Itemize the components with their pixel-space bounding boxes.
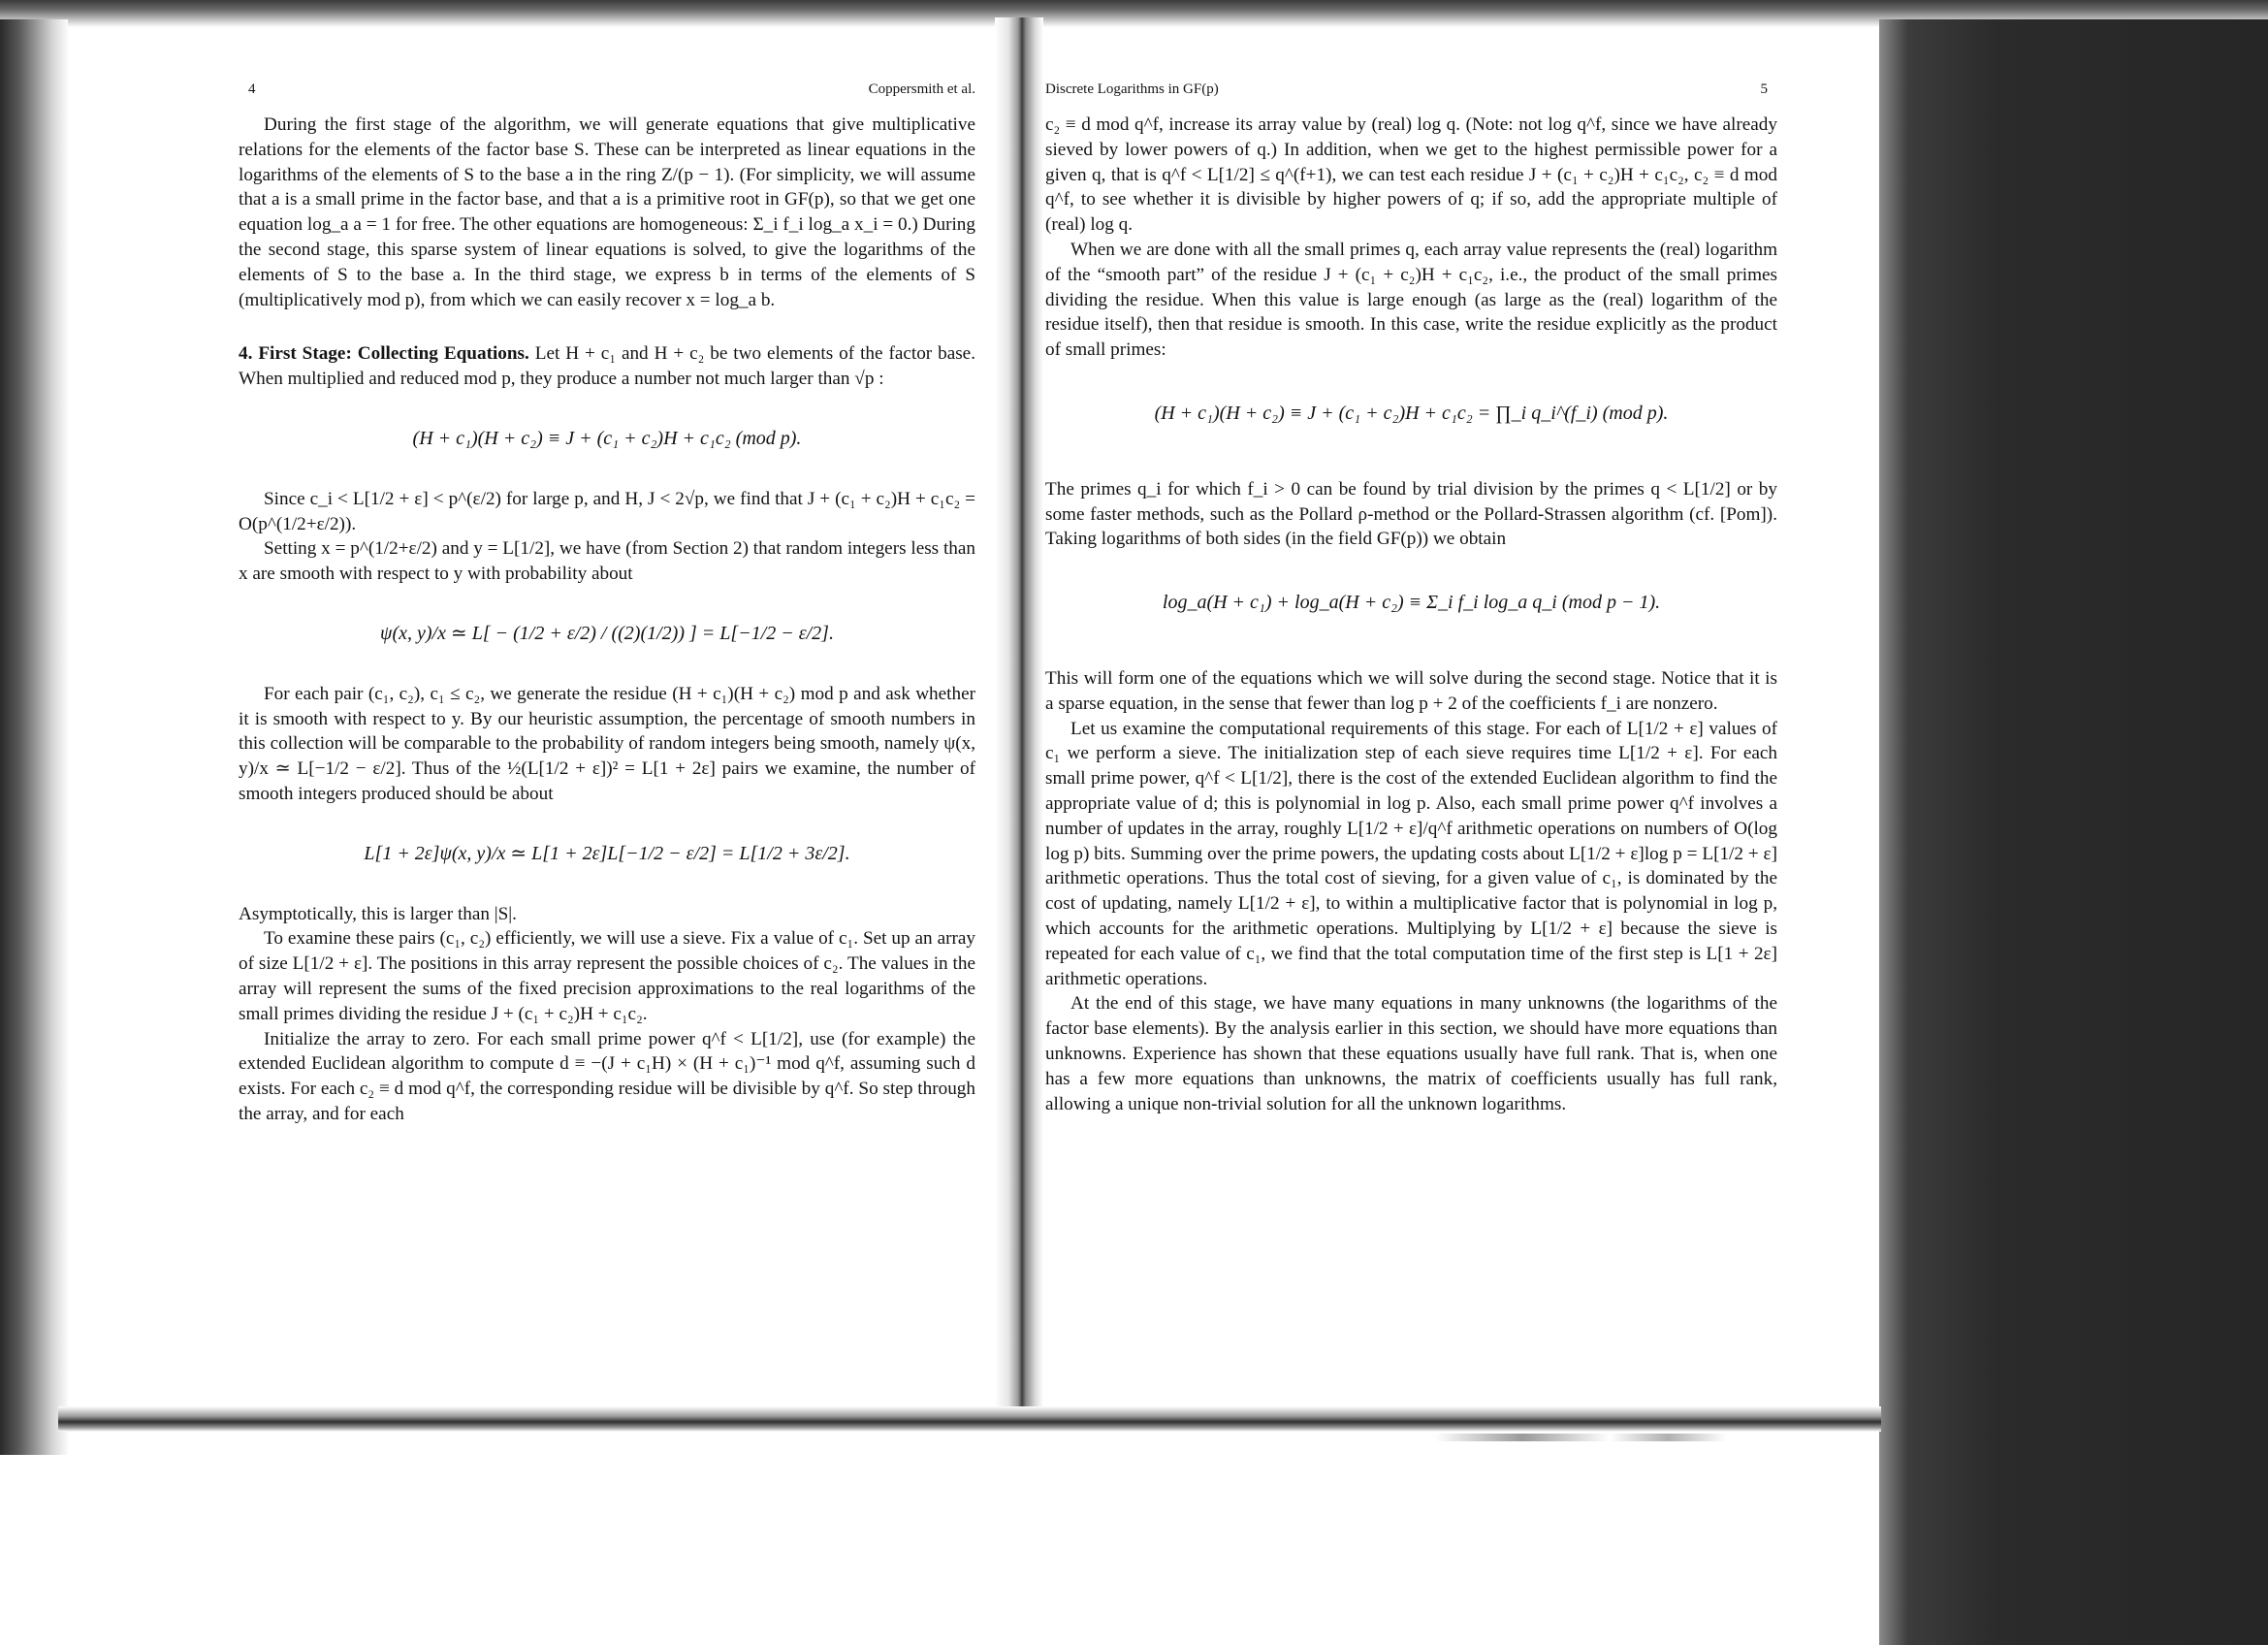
left-equation-1: (H + c₁)(H + c₂) ≡ J + (c₁ + c₂)H + c₁c₂ (mod p). xyxy=(412,427,802,449)
left-equation-2: ψ(x, y)/x ≃ L[ − (1/2 + ε/2) / ((2)(1/2)) ] = L[−1/2 − ε/2]. xyxy=(380,622,834,644)
left-equation-3: L[1 + 2ε]ψ(x, y)/x ≃ L[1 + 2ε]L[−1/2 − ε/2] = L[1/2 + 3ε/2]. xyxy=(364,842,850,864)
left-running-head xyxy=(239,78,975,103)
left-paragraph-5: For each pair (c₁, c₂), c₁ ≤ c₂, we generate the residue (H + c₁)(H + c₂) mod p and ask whether it is smooth with respect to y. By our heuristic assumption, the percentage of smooth numbers in this collection will be comparable to the probability of random integers being smooth, namely ψ(x, y)/x ≃ L[−1/2 − ε/2]. Thus of the ½(L[1/2 + ε])² = L[1 + 2ε] pairs we examine, the number of smooth integers produced should be about xyxy=(239,683,975,804)
left-page xyxy=(239,78,975,1127)
left-paragraph-7: To examine these pairs (c₁, c₂) efficiently, we will use a sieve. Fix a value of c₁. Set up an array of size L[1/2 + ε]. The positions in this array represent the possible choices of c₂. The values in the array will represent the sums of the fixed precision approximations to the real logarithms of the small primes dividing the residue J + (c₁ + c₂)H + c₁c₂. xyxy=(239,928,975,1024)
right-paragraph-2: When we are done with all the small primes q, each array value represents the (real) logarithm of the “smooth part” of the residue J + (c₁ + c₂)H + c₁c₂, i.e., the product of the small primes dividing the residue. When this value is large enough (as large as the (real) logarithm of the residue itself), then that residue is smooth. In this case, write the residue explicitly as the product of small primes: xyxy=(1045,239,1777,361)
right-running-title: Discrete Logarithms in GF(p) xyxy=(1045,81,1219,97)
right-paragraph-5: Let us examine the computational requirements of this stage. For each of L[1/2 + ε] values of c₁ we perform a sieve. The initialization step of each sieve requires time L[1/2 + ε]. For each small prime power, q^f < L[1/2], there is the cost of the extended Euclidean algorithm to find the appropriate value of d; this is polynomial in log p. Also, each small prime power q^f involves a number of updates in the array, roughly L[1/2 + ε]/q^f arithmetic operations on numbers of O(log log p) bits. Summing over the prime powers, the updating costs about L[1/2 + ε]log p = L[1/2 + ε] arithmetic operations. Thus the total cost of sieving, for a given value of c₁, is dominated by the cost of updating, namely L[1/2 + ε], to within a multiplicative factor that is polynomial in log p, which accounts for the arithmetic operations. Multiplying by L[1/2 + ε] because the sieve is repeated for each value of c₁, we find that the total computation time of the first step is L[1 + 2ε] arithmetic operations. xyxy=(1045,718,1777,989)
left-paragraph-1: During the first stage of the algorithm, we will generate equations that give multiplicative relations for the elements of the factor base S. These can be interpreted as linear equations in the logarithms of the elements of S to the base a in the ring Z/(p − 1). (For simplicity, we will assume that a is a small prime in the factor base, and that a is a primitive root in GF(p), so that we get one equation log_a a = 1 for free. The other equations are homogeneous: Σ_i f_i log_a x_i = 0.) During the second stage, this sparse system of linear equations is solved, to give the logarithms of the elements of S to the base a. In the third stage, we express b in terms of the elements of S (multiplicatively mod p), from which we can easily recover x = log_a b. xyxy=(239,114,975,310)
scan-bottom-smudge xyxy=(1435,1434,1726,1441)
left-paragraph-6: Asymptotically, this is larger than |S|. xyxy=(239,903,517,924)
book-spine xyxy=(995,17,1043,1414)
right-equation-2: log_a(H + c₁) + log_a(H + c₂) ≡ Σ_i f_i log_a q_i (mod p − 1). xyxy=(1162,592,1661,614)
left-paragraph-2: Let H + c₁ and H + c₂ be two elements of the factor base. When multiplied and reduced mod p, they produce a number not much larger than √p : xyxy=(239,343,975,390)
left-running-title: Coppersmith et al. xyxy=(868,81,975,97)
right-page-number: 5 xyxy=(1760,81,1768,97)
left-section-paragraph xyxy=(239,341,975,392)
scan-left-edge xyxy=(0,19,68,1455)
scan-bottom-edge xyxy=(58,1406,1881,1432)
right-paragraph-3: The primes q_i for which f_i > 0 can be found by trial division by the primes q < L[1/2] or by some faster methods, such as the Pollard ρ-method or the Pollard-Strassen algorithm (cf. [Pom]). Taking logarithms of both sides (in the field GF(p)) we obtain xyxy=(1045,478,1777,550)
left-paragraph-8: Initialize the array to zero. For each small prime power q^f < L[1/2], use (for example) the extended Euclidean algorithm to compute d ≡ −(J + c₁H) × (H + c₁)⁻¹ mod q^f, assuming such d exists. For each c₂ ≡ d mod q^f, the corresponding residue will be divisible by q^f. So step through the array, and for each xyxy=(239,1028,975,1124)
scan-right-edge xyxy=(1879,19,2268,1645)
left-paragraph-4: Setting x = p^(1/2+ε/2) and y = L[1/2], we have (from Section 2) that random integers less than x are smooth with respect to y with probability about xyxy=(239,538,975,585)
right-paragraph-4: This will form one of the equations which we will solve during the second stage. Notice that it is a sparse equation, in the sense that fewer than log p + 2 of the coefficients f_i are nonzero. xyxy=(1045,667,1777,714)
right-paragraph-1: c₂ ≡ d mod q^f, increase its array value by (real) log q. (Note: not log q^f, since we have already sieved by lower powers of q.) In addition, when we get to the highest permissible power for a given q, that is q^f < L[1/2] ≤ q^(f+1), we can test each residue J + (c₁ + c₂)H + c₁c₂, c₂ ≡ d mod q^f, to see whether it is divisible by higher powers of q; if so, add the appropriate multiple of (real) log q. xyxy=(1045,114,1777,236)
section-heading: 4. First Stage: Collecting Equations. xyxy=(239,343,529,365)
right-running-head xyxy=(1045,78,1777,103)
right-equation-1: (H + c₁)(H + c₂) ≡ J + (c₁ + c₂)H + c₁c₂ = ∏_i q_i^(f_i) (mod p). xyxy=(1154,402,1669,424)
left-page-number: 4 xyxy=(248,81,256,97)
left-paragraph-3: Since c_i < L[1/2 + ε] < p^(ε/2) for large p, and H, J < 2√p, we find that J + (c₁ + c₂)H + c₁c₂ = O(p^(1/2+ε/2)). xyxy=(239,488,975,534)
right-page xyxy=(1045,78,1777,1116)
right-paragraph-6: At the end of this stage, we have many equations in many unknowns (the logarithms of the factor base elements). By the analysis earlier in this section, we should have more equations than unknowns. Experience has shown that these equations usually have full rank. That is, when one has a few more equations than unknowns, the matrix of coefficients usually has full rank, allowing a unique non-trivial solution for all the unknown logarithms. xyxy=(1045,993,1777,1114)
